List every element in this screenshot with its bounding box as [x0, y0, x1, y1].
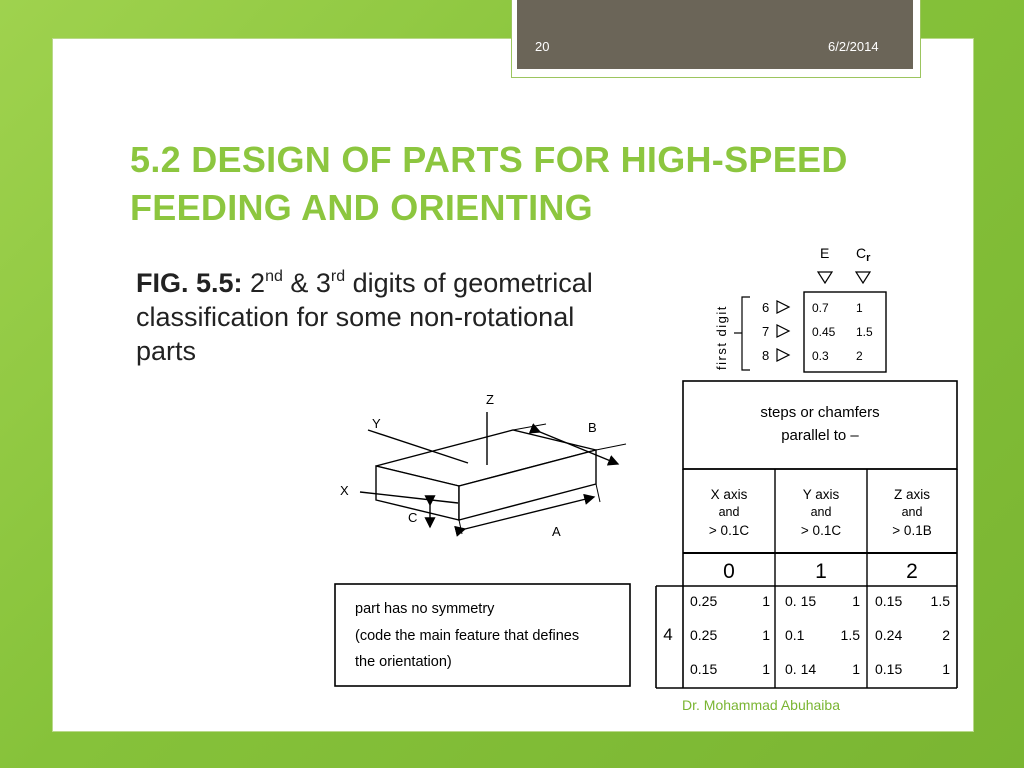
triangle-right-icon: [777, 349, 789, 361]
grid-cell-e: 0.1: [785, 627, 805, 643]
grid-cell-e: 0. 15: [785, 593, 817, 609]
symmetry-line-2: (code the main feature that defines: [355, 628, 580, 644]
grid-cell-e: 0.25: [690, 593, 718, 609]
grid-cell-cr: 1: [762, 627, 770, 643]
first-digit-code: 8: [762, 348, 770, 363]
column-header-condition: > 0.1C: [708, 523, 750, 538]
symmetry-line-1: part has no symmetry: [355, 601, 495, 617]
slide-number: 20: [535, 39, 550, 54]
grid-cell-e: 0.15: [690, 661, 718, 677]
column-code: 2: [906, 560, 918, 583]
first-digit-cr-value: 2: [856, 349, 863, 363]
column-header-axis: Y axis: [802, 487, 840, 502]
part-sketch: [360, 412, 626, 534]
column-header-axis: X axis: [710, 487, 748, 502]
grid-cell-e: 0.15: [875, 593, 903, 609]
grid-cell-cr: 1: [852, 593, 860, 609]
slide-date: 6/2/2014: [828, 39, 879, 54]
triangle-right-icon: [777, 301, 789, 313]
column-header-and: and: [901, 505, 923, 519]
grid-cell-cr: 1.5: [840, 627, 860, 643]
caption-sup-nd: nd: [265, 268, 283, 285]
caption-sup-rd: rd: [330, 268, 346, 285]
legend-c-label: $C_r$: [856, 245, 871, 264]
grid-cell-cr: 1: [762, 593, 770, 609]
caption-text-b: & 3: [282, 268, 331, 298]
first-digit-code: 7: [762, 324, 770, 339]
grid-cell-cr: 1.5: [930, 593, 950, 609]
symmetry-line-3: the orientation): [355, 654, 452, 670]
first-digit-e-value: 0.7: [812, 301, 829, 315]
column-header-condition: > 0.1C: [800, 523, 842, 538]
column-header-condition: > 0.1B: [892, 523, 932, 538]
grid-cell-cr: 1: [942, 661, 950, 677]
caption-text-a: 2: [242, 268, 266, 298]
dim-label-b: B: [588, 420, 597, 435]
first-digit-label: first digit: [714, 305, 729, 370]
column-header-and: and: [718, 505, 740, 519]
caption-label: FIG. 5.5:: [136, 268, 243, 298]
grid-cell-cr: 1: [852, 661, 860, 677]
triangle-right-icon: [777, 325, 789, 337]
axis-label-y: Y: [372, 416, 381, 431]
axis-label-z: Z: [486, 392, 494, 407]
legend-e-label: E: [820, 245, 830, 261]
grid-cell-cr: 2: [942, 627, 950, 643]
first-digit-e-value: 0.45: [812, 325, 836, 339]
dim-label-c: C: [408, 510, 418, 525]
first-digit-legend: [714, 245, 886, 372]
steps-header-line2: parallel to –: [781, 427, 859, 444]
grid-cell-e: 0.25: [690, 627, 718, 643]
column-header-and: and: [810, 505, 832, 519]
dim-label-a: A: [552, 524, 561, 539]
column-code: 0: [723, 560, 735, 583]
triangle-down-icon: [818, 272, 832, 283]
column-code: 1: [815, 560, 827, 583]
grid-cell-e: 0.15: [875, 661, 903, 677]
slide-title: 5.2 DESIGN OF PARTS FOR HIGH-SPEED FEEDING AND ORIENTING: [130, 139, 848, 228]
grid-cell-e: 0.24: [875, 627, 903, 643]
steps-header-line1: steps or chamfers: [760, 404, 880, 421]
first-digit-code: 6: [762, 300, 770, 315]
grid-cell-e: 0. 14: [785, 661, 817, 677]
grid-cell-cr: 1: [762, 661, 770, 677]
axis-label-x: X: [340, 483, 349, 498]
column-header-axis: Z axis: [893, 487, 931, 502]
caption-text-c: digits of geometrical classification for some non-rotational parts: [136, 268, 593, 366]
first-digit-cr-value: 1.5: [856, 325, 873, 339]
first-digit-e-value: 0.3: [812, 349, 829, 363]
first-digit-cr-value: 1: [856, 301, 863, 315]
row-code-4: 4: [663, 625, 673, 644]
triangle-down-icon: [856, 272, 870, 283]
author-footer: Dr. Mohammad Abuhaiba: [682, 697, 840, 713]
